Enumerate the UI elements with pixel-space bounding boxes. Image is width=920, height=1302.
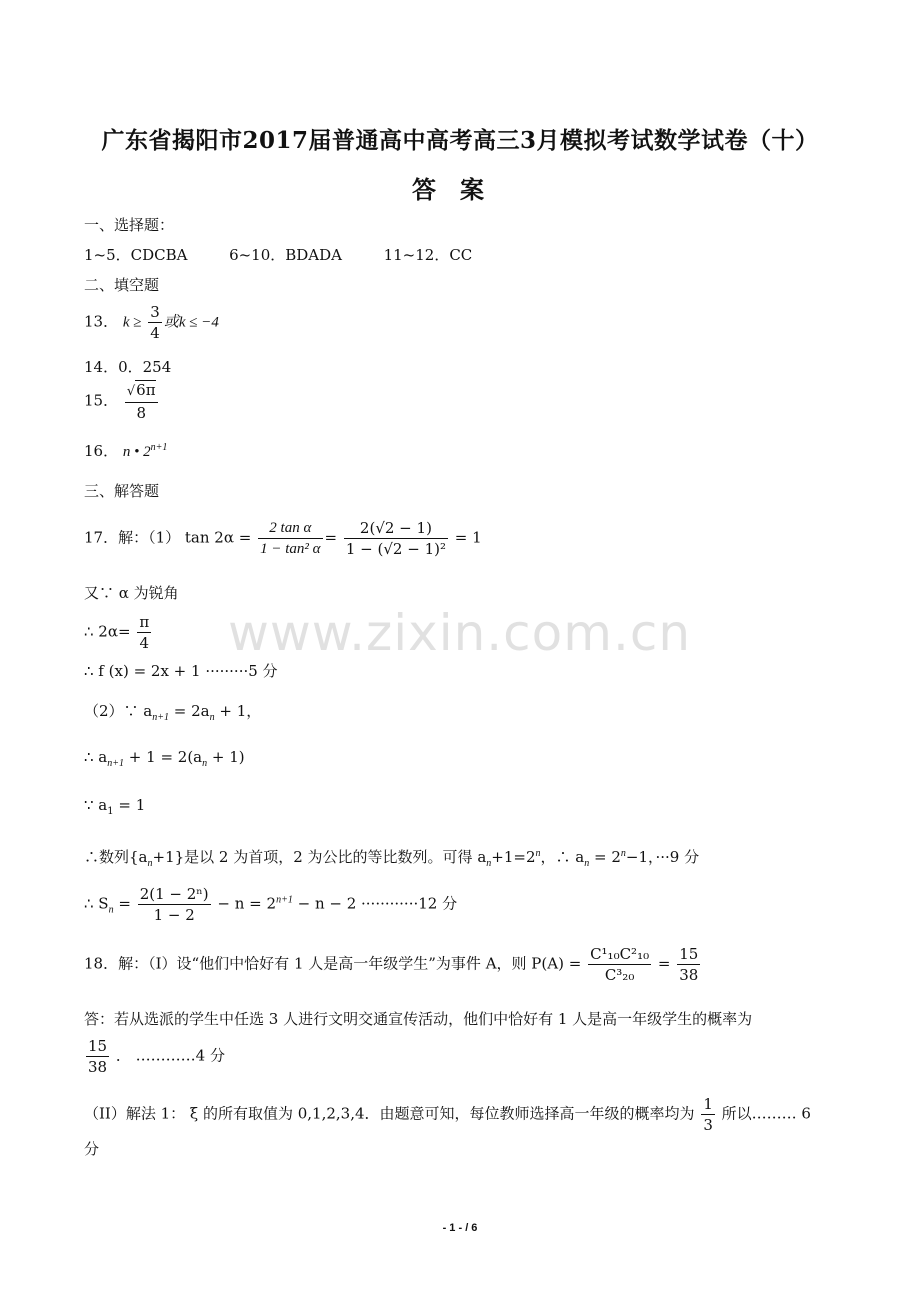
math-expr: 18．解：（I）设“他们中恰好有 1 人是高一年级学生”为事件 A，则 P(A) = xyxy=(84,954,582,973)
fraction: $\frac{\text{2(1 − 2ⁿ)}}{1 - 2}$ xyxy=(139,885,209,924)
page-subtitle: 答案 xyxy=(412,175,508,204)
subscript: n xyxy=(147,858,153,869)
answer-16 xyxy=(84,440,167,461)
fraction: $\frac{2(√2 - 1)}{\text{1 − (√2 − 1)²}}$ xyxy=(345,519,446,558)
solution-17-line1: 17．解：（1） tan 2α = $\frac{\text{2 tan α}}{\text{1 − tan² α}}$ = $\frac{2(√2 - 1)}{\text{1 − (√2 − 1)²}}$ = 1 xyxy=(84,519,482,558)
fraction: $\frac{15}{38}$ xyxy=(88,1037,108,1076)
math-expr: − n = 2 xyxy=(217,894,277,913)
math-expr: 所以……… 6 xyxy=(721,1104,811,1123)
solution-17-line7 xyxy=(84,796,145,817)
math-expr: ∴ 2α= xyxy=(84,622,131,641)
math-expr: −1，···9 分 xyxy=(625,848,700,866)
fraction: $\frac{\text{C¹₁₀C²₁₀}}{\text{C³₂₀}}$ xyxy=(590,945,650,984)
math-expr: = 1 xyxy=(118,796,146,814)
math-expr: = 2a xyxy=(173,702,210,720)
math-expr: ，∴ a xyxy=(540,848,585,866)
solution-17-line3 xyxy=(84,612,153,653)
math-expr: ∴ S xyxy=(84,894,109,913)
math-expr: + 1 = 2(a xyxy=(128,748,203,766)
mc-answers xyxy=(84,244,472,265)
mc-answer-group: 6~10．BDADA xyxy=(229,246,343,264)
page-title: 广东省揭阳市2017届普通高中高考高三3月模拟考试数学试卷（十） xyxy=(101,127,819,154)
answer-14: 14．0．254 xyxy=(84,358,172,376)
solution-17-line4: ∴ f (x) = 2x + 1 ·········5 分 xyxy=(84,662,278,680)
answer-15 xyxy=(84,380,160,423)
superscript: n+1 xyxy=(150,442,168,453)
fraction: $\frac{15}{38}$ xyxy=(679,945,699,984)
math-expr: + 1) xyxy=(211,748,245,766)
section-multiple-choice: 一、选择题： xyxy=(84,216,175,234)
subscript: n xyxy=(584,858,590,869)
solution-18-line4 xyxy=(84,1094,811,1135)
question-number: 17．解：（1） tan 2α = xyxy=(84,528,252,547)
watermark: www.zixin.com.cn xyxy=(228,604,692,662)
solution-17-line9: ∴ $S_n$ = $\frac{\text{2(1 − 2ⁿ)}}{1 - 2}$ − $n = 2^{n+1} - n - 2 \cdot\cdot\cdot\cdot\cdot\cdot\cdot\cdot\cdot\cdot\cdot\cdot 12$ 分 xyxy=(84,885,458,924)
solution-18-line1 xyxy=(84,944,702,985)
solution-17-line8 xyxy=(84,846,699,869)
math-expr: 或k ≤ −4 xyxy=(163,314,219,331)
math-expr: ∵ a xyxy=(84,796,108,814)
solution-17-line2: 又∵ α 为锐角 xyxy=(84,584,179,602)
fraction: $\frac{1}{3}$ xyxy=(703,1095,713,1134)
subscript: n xyxy=(108,904,114,916)
subscript: 1 xyxy=(107,806,114,817)
answer-13 xyxy=(84,302,219,343)
solution-18-line3 xyxy=(84,1036,225,1077)
question-number: 13． xyxy=(84,312,119,331)
subscript: n xyxy=(202,758,208,769)
result: = 1 xyxy=(454,528,482,547)
question-number: 15． xyxy=(84,391,119,410)
superscript: n xyxy=(620,848,626,859)
solution-18-line2: 答：若从选派的学生中任选 3 人进行文明交通宣传活动，他们中恰好有 1 人是高一年级学生的概率为 xyxy=(84,1010,753,1028)
math-expr: ∴ a xyxy=(84,748,108,766)
question-number: 16． xyxy=(84,442,119,460)
section-fill-blank: 二、填空题 xyxy=(84,276,160,294)
math-expr: n • 2 xyxy=(122,444,151,460)
fraction: $\frac{\pi}{4}$ xyxy=(139,613,150,652)
subscript: n xyxy=(486,858,492,869)
fraction: $\frac{3}{4}$ xyxy=(150,303,160,342)
subscript: n+1 xyxy=(107,758,125,769)
math-expr: − n − 2 ············12 分 xyxy=(297,894,458,913)
mc-answer-group: 11~12．CC xyxy=(383,246,473,264)
page-number: - 1 - / 6 xyxy=(442,1222,478,1234)
superscript: n+1 xyxy=(276,894,293,906)
math-expr: +1=2 xyxy=(491,848,536,866)
fraction: $\frac{\text{2 tan α}}{\text{1 − tan² α}}$ xyxy=(260,520,321,557)
math-expr: + 1， xyxy=(219,702,262,720)
math-expr: ． …………4 分 xyxy=(115,1046,225,1065)
subscript: n+1 xyxy=(152,712,170,723)
math-expr: （II）解法 1： ξ 的所有取值为 0,1,2,3,4．由题意可知，每位教师选择高一年级的概率均为 xyxy=(84,1104,695,1123)
math-expr: = 2 xyxy=(594,848,621,866)
math-expr: ∴数列{a xyxy=(84,848,148,866)
subscript: n xyxy=(209,712,215,723)
solution-18-line5: 分 xyxy=(84,1140,100,1158)
fraction: $\frac{√6\pi}{8}$ xyxy=(126,381,156,422)
math-expr: （2）∵ a xyxy=(84,702,153,720)
section-solutions: 三、解答题 xyxy=(84,482,160,500)
math-expr: k ≥ xyxy=(122,314,142,331)
solution-17-line5 xyxy=(84,700,261,723)
mc-answer-group: 1~5．CDCBA xyxy=(84,246,188,264)
superscript: n xyxy=(535,848,541,859)
solution-17-line6 xyxy=(84,748,245,769)
math-expr: = xyxy=(657,954,671,973)
math-expr: +1}是以 2 为首项，2 为公比的等比数列。可得 a xyxy=(152,848,487,866)
